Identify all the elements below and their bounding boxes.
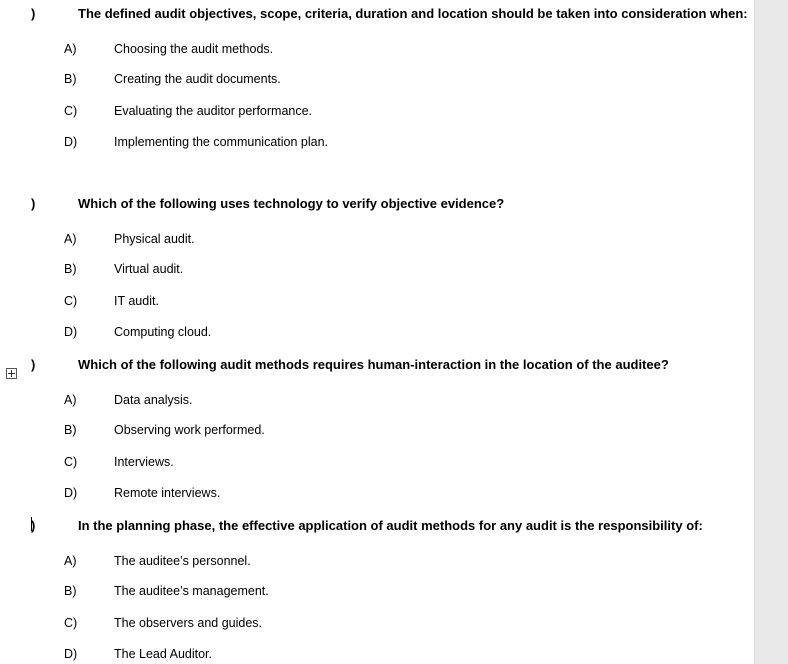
question-2-option-b-letter: B) — [64, 262, 77, 276]
question-2-option-a-text: Physical audit. — [114, 232, 195, 246]
question-3-option-a-text: Data analysis. — [114, 393, 193, 407]
move-handle-icon[interactable] — [6, 368, 17, 379]
question-3-option-c-letter: C) — [64, 455, 78, 469]
question-2-option-d-text: Computing cloud. — [114, 325, 212, 339]
question-4-option-d-text: The Lead Auditor. — [114, 647, 212, 661]
question-3-option-c-text: Interviews. — [114, 455, 174, 469]
question-2-option-c-letter: C) — [64, 294, 78, 308]
question-1-option-b-letter: B) — [64, 72, 77, 86]
question-1-number: ) — [31, 6, 36, 21]
question-4-option-c-letter: C) — [64, 616, 78, 630]
question-1-option-c-letter: C) — [64, 104, 78, 118]
question-4-text: In the planning phase, the effective application of audit methods for any audit is the responsibility of: — [78, 518, 703, 533]
question-4-option-c-text: The observers and guides. — [114, 616, 263, 630]
question-3-number: ) — [31, 357, 36, 372]
window-gutter — [754, 0, 788, 664]
question-2-text: Which of the following uses technology to verify objective evidence? — [78, 196, 505, 211]
question-4-option-b-text: The auditee’s management. — [114, 584, 269, 598]
question-1-text: The defined audit objectives, scope, criteria, duration and location should be taken into consideration when: — [78, 6, 748, 21]
question-2-option-d-letter: D) — [64, 325, 78, 339]
question-1-option-c-text: Evaluating the auditor performance. — [114, 104, 313, 118]
question-3-text: Which of the following audit methods requires human-interaction in the location of the auditee? — [78, 357, 669, 372]
question-3-option-d-letter: D) — [64, 486, 78, 500]
question-4-option-d-letter: D) — [64, 647, 78, 661]
question-1-option-d-text: Implementing the communication plan. — [114, 135, 329, 149]
question-1-option-a-text: Choosing the audit methods. — [114, 42, 274, 56]
question-2-number: ) — [31, 196, 36, 211]
question-4-number: ) — [31, 518, 36, 533]
question-2-option-a-letter: A) — [64, 232, 77, 246]
question-3-option-b-text: Observing work performed. — [114, 423, 265, 437]
question-3-option-a-letter: A) — [64, 393, 77, 407]
question-1-option-b-text: Creating the audit documents. — [114, 72, 281, 86]
question-4-option-a-text: The auditee’s personnel. — [114, 554, 251, 568]
question-1-option-a-letter: A) — [64, 42, 77, 56]
question-4-option-b-letter: B) — [64, 584, 77, 598]
question-3-option-d-text: Remote interviews. — [114, 486, 221, 500]
question-3-option-b-letter: B) — [64, 423, 77, 437]
question-2-option-b-text: Virtual audit. — [114, 262, 184, 276]
question-4-option-a-letter: A) — [64, 554, 77, 568]
question-1-option-d-letter: D) — [64, 135, 78, 149]
question-2-option-c-text: IT audit. — [114, 294, 159, 308]
